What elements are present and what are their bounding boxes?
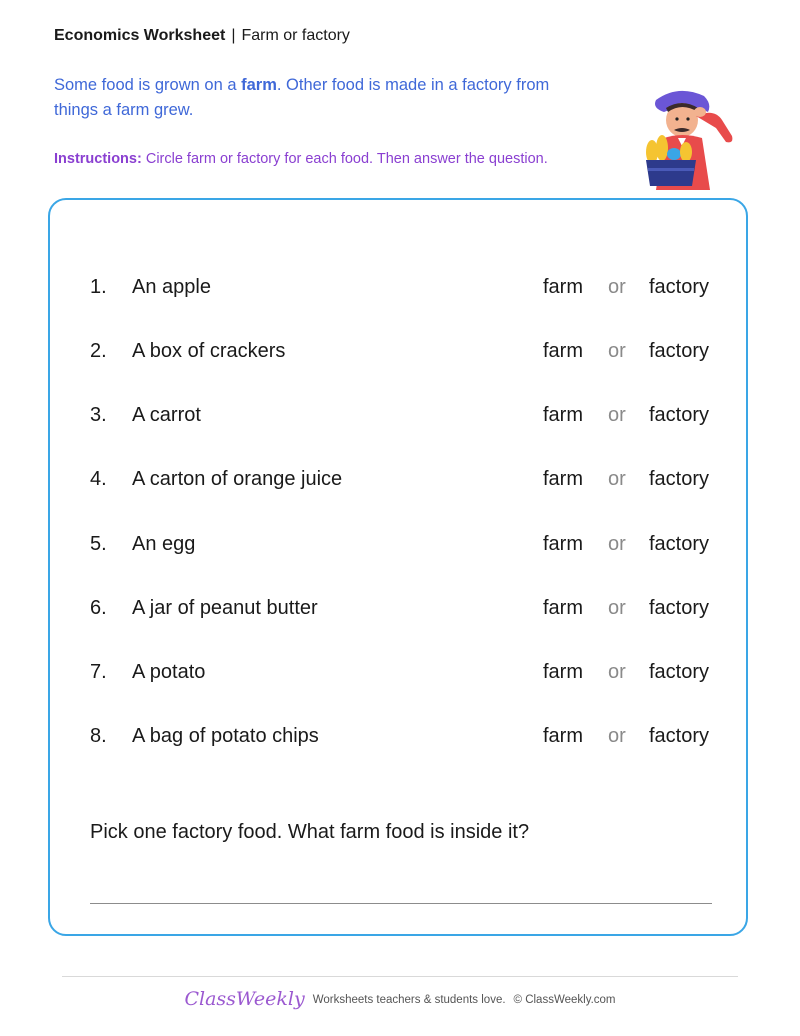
question-text: A carton of orange juice <box>132 468 343 490</box>
footer <box>0 988 800 1010</box>
or-word: or <box>608 404 626 426</box>
or-word: or <box>608 468 626 490</box>
or-word: or <box>608 276 626 298</box>
question-text: A box of crackers <box>132 340 286 362</box>
open-question-prompt: Pick one factory food. What farm food is inside it? <box>90 821 530 843</box>
or-word: or <box>608 533 626 555</box>
intro-text <box>54 73 594 123</box>
questions-card <box>48 198 748 936</box>
question-number: 1. <box>90 276 107 298</box>
factory-choice[interactable]: factory <box>649 404 710 426</box>
brand-logo: ClassWeekly <box>184 988 305 1010</box>
farm-choice[interactable]: farm <box>543 661 583 683</box>
or-word: or <box>608 597 626 619</box>
question-row <box>50 529 746 559</box>
question-row <box>50 400 746 430</box>
farmer-illustration <box>638 86 738 190</box>
header-separator: | <box>231 27 236 44</box>
question-row <box>50 657 746 687</box>
factory-choice[interactable]: factory <box>649 276 710 298</box>
question-row <box>50 272 746 302</box>
farm-choice[interactable]: farm <box>543 597 583 619</box>
footer-divider <box>62 976 738 977</box>
factory-choice[interactable]: factory <box>649 340 710 362</box>
question-number: 7. <box>90 661 107 683</box>
farm-choice[interactable]: farm <box>543 468 583 490</box>
factory-choice[interactable]: factory <box>649 468 710 490</box>
worksheet-header <box>54 27 350 45</box>
subject-title: Economics Worksheet <box>54 27 226 44</box>
footer-tagline: Worksheets teachers & students love. <box>312 994 506 1006</box>
intro-bold-word: farm <box>241 76 277 94</box>
or-word: or <box>608 340 626 362</box>
farm-choice[interactable]: farm <box>543 340 583 362</box>
question-number: 3. <box>90 404 107 426</box>
farm-choice[interactable]: farm <box>543 276 583 298</box>
question-row <box>50 336 746 366</box>
question-number: 6. <box>90 597 107 619</box>
question-text: A bag of potato chips <box>132 725 319 747</box>
factory-choice[interactable]: factory <box>649 533 710 555</box>
instructions-text: Circle farm or factory for each food. Then answer the question. <box>141 151 548 167</box>
farm-choice[interactable]: farm <box>543 404 583 426</box>
question-text: A potato <box>132 661 206 683</box>
intro-part1: Some food is grown on a <box>54 76 242 94</box>
question-number: 4. <box>90 468 107 490</box>
or-word: or <box>608 661 626 683</box>
farm-choice[interactable]: farm <box>543 533 583 555</box>
question-row <box>50 464 746 494</box>
question-row <box>50 721 746 751</box>
footer-copyright: © ClassWeekly.com <box>513 994 616 1006</box>
instructions <box>54 151 548 167</box>
question-text: An apple <box>132 276 211 298</box>
intro-part2: . Other food is made in a factory from things a farm grew. <box>54 76 550 119</box>
question-text: A carrot <box>132 404 201 426</box>
factory-choice[interactable]: factory <box>649 597 710 619</box>
question-text: An egg <box>132 533 196 555</box>
instructions-label: Instructions: <box>54 151 142 167</box>
factory-choice[interactable]: factory <box>649 725 710 747</box>
question-text: A jar of peanut butter <box>132 597 318 619</box>
question-number: 5. <box>90 533 107 555</box>
question-row <box>50 593 746 623</box>
question-number: 8. <box>90 725 107 747</box>
answer-line[interactable] <box>90 903 712 904</box>
farm-choice[interactable]: farm <box>543 725 583 747</box>
question-number: 2. <box>90 340 107 362</box>
or-word: or <box>608 725 626 747</box>
factory-choice[interactable]: factory <box>649 661 710 683</box>
topic-title: Farm or factory <box>241 27 350 44</box>
